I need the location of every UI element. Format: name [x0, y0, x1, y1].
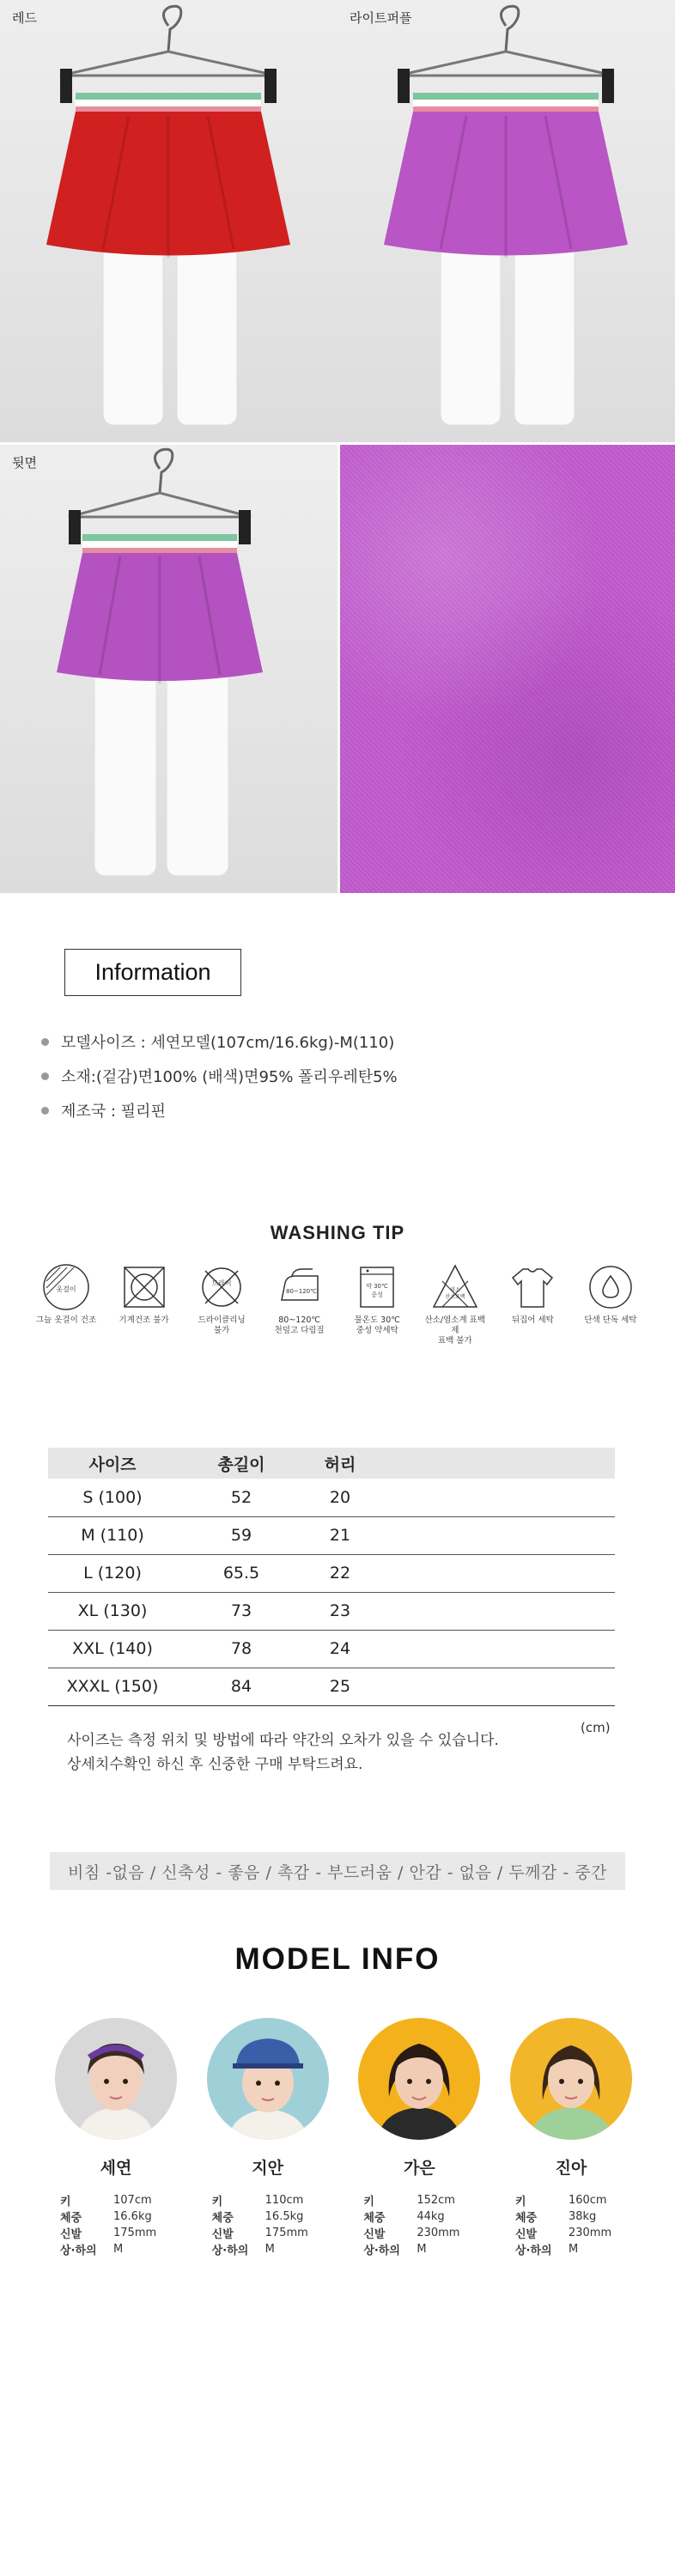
size-note: 사이즈는 측정 위치 및 방법에 따라 약간의 오차가 있을 수 있습니다. — [67, 1732, 499, 1749]
bullet-icon — [41, 1038, 49, 1046]
washing-icons — [33, 1262, 644, 1346]
model-name: 진아 — [555, 2159, 587, 2178]
model-stats: 키 110cm 체중 16.5kg 신발 175mm 상·하의 M — [211, 2194, 308, 2257]
information-item: 모델사이즈 : 세연모델(107cm/16.6kg)-M(110) — [41, 1024, 398, 1059]
wash-30-icon — [352, 1262, 402, 1312]
header-length: 총길이 — [177, 1448, 306, 1479]
table-row: XXL (140) 78 24 — [48, 1630, 615, 1668]
size-table-header — [48, 1448, 615, 1479]
information-title-box — [64, 949, 241, 996]
wash-caption: 산소/염소계 표백제 표백 불가 — [424, 1315, 486, 1346]
bullet-icon — [41, 1107, 49, 1115]
wash-item — [266, 1262, 333, 1346]
svg-text:옷걸이: 옷걸이 — [56, 1285, 76, 1293]
model-name: 세연 — [100, 2159, 132, 2178]
photo-label: 라이트퍼플 — [350, 10, 412, 26]
information-item: 소재:(겉감)면100% (배색)면95% 폴리우레탄5% — [41, 1059, 398, 1093]
size-unit: (cm) — [581, 1720, 611, 1735]
product-photos — [0, 0, 675, 893]
information-list — [41, 1024, 398, 1127]
model-card — [507, 2018, 635, 2257]
wash-caption: 뒤집어 세탁 — [511, 1315, 554, 1325]
avatar — [510, 2018, 632, 2140]
table-row: XXXL (150) 84 25 — [48, 1668, 615, 1705]
wash-caption: 80~120℃ 천덮고 다림질 — [274, 1315, 325, 1335]
bullet-icon — [41, 1072, 49, 1080]
avatar — [358, 2018, 480, 2140]
product-photo-fabric-closeup — [340, 445, 675, 893]
svg-text:중성: 중성 — [371, 1291, 384, 1298]
model-card — [355, 2018, 483, 2257]
model-card — [52, 2018, 180, 2257]
wash-item — [33, 1262, 100, 1346]
wash-item — [188, 1262, 255, 1346]
no-dry-clean-icon — [197, 1262, 246, 1312]
product-photo-back — [0, 445, 338, 893]
skirt-leggings-illustration — [338, 0, 675, 442]
avatar — [55, 2018, 177, 2140]
wash-item — [422, 1262, 489, 1346]
skirt-leggings-illustration — [0, 0, 338, 442]
wash-caption: 기계건조 불가 — [119, 1315, 169, 1325]
model-photo — [55, 2018, 177, 2140]
table-row: M (110) 59 21 — [48, 1516, 615, 1554]
wash-item — [577, 1262, 644, 1346]
svg-text:드라이: 드라이 — [211, 1279, 232, 1287]
model-photo — [510, 2018, 632, 2140]
wash-caption: 물온도 30℃ 중성 약세탁 — [354, 1315, 400, 1335]
avatar — [207, 2018, 329, 2140]
svg-text:80~120℃: 80~120℃ — [285, 1288, 317, 1295]
inside-out-icon — [508, 1262, 557, 1312]
separate-wash-icon — [586, 1262, 635, 1312]
no-bleach-icon — [430, 1262, 480, 1312]
model-name: 지안 — [252, 2159, 284, 2178]
table-row: S (100) 52 20 — [48, 1479, 615, 1516]
size-notes — [67, 1728, 499, 1777]
size-table — [48, 1448, 615, 1706]
svg-text:염소: 염소 — [450, 1287, 460, 1293]
svg-text:약 30℃: 약 30℃ — [366, 1283, 389, 1290]
model-info-title: MODEL INFO — [234, 1942, 441, 1976]
size-note: 상세치수확인 하신 후 신중한 구매 부탁드려요. — [67, 1756, 363, 1773]
photo-label: 레드 — [12, 10, 37, 26]
table-row: L (120) 65.5 22 — [48, 1554, 615, 1592]
table-row: XL (130) 73 23 — [48, 1592, 615, 1630]
model-stats: 키 107cm 체중 16.6kg 신발 175mm 상·하의 M — [60, 2194, 157, 2257]
header-waist: 허리 — [306, 1448, 374, 1479]
product-photo-red — [0, 0, 338, 442]
model-stats: 키 152cm 체중 44kg 신발 230mm 상·하의 M — [363, 2194, 460, 2257]
skirt-leggings-illustration — [0, 445, 338, 893]
wash-item — [111, 1262, 178, 1346]
model-photo — [207, 2018, 329, 2140]
information-item: 제조국 : 필리핀 — [41, 1093, 398, 1127]
information-title: Information — [94, 959, 211, 985]
model-card — [204, 2018, 332, 2257]
header-size: 사이즈 — [48, 1448, 177, 1479]
wash-item — [344, 1262, 410, 1346]
svg-text:산소표백: 산소표백 — [445, 1294, 465, 1300]
washing-tip-title: WASHING TIP — [270, 1222, 405, 1243]
fabric-properties: 비침 -없음 / 신축성 - 좋음 / 촉감 - 부드러움 / 안감 - 없음 / 두께감 - 중간 — [50, 1852, 625, 1890]
model-photo — [358, 2018, 480, 2140]
model-stats: 키 160cm 체중 38kg 신발 230mm 상·하의 M — [514, 2194, 612, 2257]
header-empty — [374, 1448, 615, 1479]
model-list — [52, 2018, 635, 2257]
wash-caption: 드라이클리닝 불가 — [198, 1315, 246, 1335]
iron-icon — [275, 1262, 325, 1312]
photo-label: 뒷면 — [12, 455, 37, 471]
wash-caption: 단색 단독 세탁 — [584, 1315, 637, 1325]
model-name: 가은 — [403, 2159, 435, 2178]
product-photo-light-purple — [338, 0, 675, 442]
no-tumble-dry-icon — [119, 1262, 169, 1312]
shade-dry-icon — [41, 1262, 91, 1312]
wash-caption: 그늘 옷걸이 건조 — [35, 1315, 97, 1325]
wash-item — [499, 1262, 566, 1346]
